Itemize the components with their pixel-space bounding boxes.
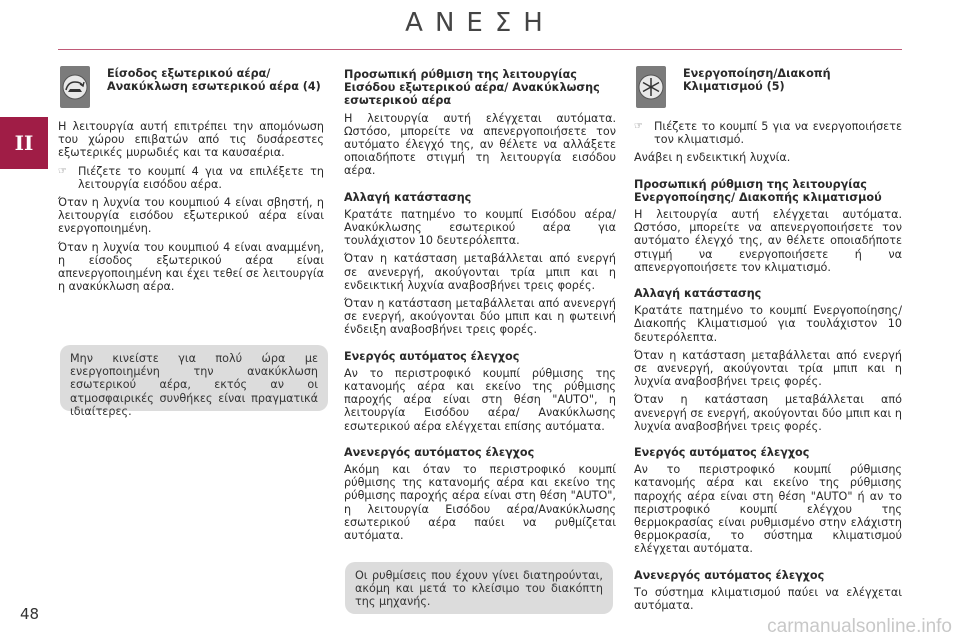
bullet-item [634, 120, 902, 146]
note-box-settings: Οι ρυθμίσεις που έχουν γίνει διατηρούνται, ακόμη και μετά το κλείσιμο του διακόπτη της μηχανής. [345, 562, 613, 614]
bullet-item [58, 165, 324, 191]
column-3 [634, 66, 902, 617]
chapter-tab: II [0, 117, 48, 169]
snowflake-icon [636, 66, 666, 108]
page-number: 48 [20, 605, 40, 623]
recirculation-icon [60, 66, 90, 108]
column-1 [58, 66, 324, 298]
bullet-text: Πιέζετε το κουμπί 4 για να επιλέξετε τη λειτουργία εισόδου αέρα. [78, 164, 324, 191]
recirculation-heading: Είσοδος εξωτερικού αέρα/ Ανακύκλωση εσωτερικού αέρα (4) [107, 67, 321, 94]
section-heading: Προσωπική ρύθμιση της λειτουργίας Εισόδου εξωτερικού αέρα/ Ανακύκλωσης εσωτερικού αέρα [344, 68, 600, 108]
hand-pointer-icon: ☞ [634, 121, 643, 132]
ac-heading: Ενεργοποίηση/Διακοπή Κλιματισμού (5) [683, 67, 831, 94]
section-heading: Ενεργός αυτόματος έλεγχος [634, 446, 810, 460]
paragraph: Η λειτουργία αυτή επιτρέπει την απομόνωση του χώρου επιβατών από τις δυσάρεστες εξωτερικές μυρωδιές και τα καυσαέρια. [58, 120, 324, 160]
paragraph: Η λειτουργία αυτή ελέγχεται αυτόματα. Ωστόσο, μπορείτε να απενεργοποιήσετε τον αυτόματο έλεγχό της, αν θέλετε να αλλάξετε οποιαδήποτε στιγμή τη λειτουργία εισόδου αέρα. [344, 111, 616, 178]
paragraph: Αν το περιστροφικό κουμπί ρύθμισης της κατανομής αέρα και εκείνο της ρύθμισης παροχής αέρα είναι στη θέση "AUTO", η λειτουργία Εισόδου αέρα/ Ανακύκλωσης εσωτερικού αέρα ελέγχεται επίσης αυτόματα. [344, 366, 616, 433]
watermark: carmanualsonline.info [767, 616, 952, 637]
paragraph: Κρατάτε πατημένο το κουμπί Ενεργοποίησης/Διακοπής Κλιματισμού για τουλάχιστον 10 δευτερόλεπτα. [634, 304, 902, 344]
paragraph: Ανάβει η ενδεικτική λυχνία. [634, 151, 791, 165]
paragraph: Όταν η λυχνία του κουμπιού 4 είναι αναμμένη, η είσοδος εξωτερικού αέρα είναι απενεργοποιημένη και έχει τεθεί σε λειτουργία η ανακύκλωση αέρα. [58, 240, 324, 294]
column-2 [344, 68, 616, 547]
paragraph: Ακόμη και όταν το περιστροφικό κουμπί ρύθμισης της κατανομής αέρα και εκείνο της ρύθμισης παροχής αέρα είναι στη θέση "AUTO", η λειτουργία Εισόδου αέρα/Ανακύκλωσης εσωτερικού αέρα παύει να ρυθμίζεται αυτόματα. [344, 463, 616, 543]
note-box-recirculation: Μην κινείστε για πολύ ώρα με ενεργοποιημένη την ανακύκλωση εσωτερικού αέρα, εκτός αν οι ατμοσφαιρικές συνθήκες είναι πραγματικά ιδιαίτερες. [60, 345, 328, 411]
paragraph: Κρατάτε πατημένο το κουμπί Εισόδου αέρα/Ανακύκλωσης εσωτερικού αέρα για τουλάχιστον 10 δευτερόλεπτα. [344, 207, 616, 248]
paragraph: Όταν η κατάσταση μεταβάλλεται από ενεργή σε ανενεργή, ακούγονται τρία μπιπ και η ενδεικτική λυχνία αναβοσβήνει τρεις φορές. [344, 252, 616, 292]
paragraph: Η λειτουργία αυτή ελέγχεται αυτόματα. Ωστόσο, μπορείτε να απενεργοποιήσετε τον αυτόματο έλεγχό της, αν θέλετε οποιαδήποτε στιγμή να ενεργοποιήσετε ή να απενεργοποιήσετε τον κλιματισμό. [634, 208, 902, 274]
title-divider [58, 49, 902, 50]
recirculation-header [60, 66, 324, 108]
page-title: ΑΝΕΣΗ [405, 8, 555, 38]
bullet-text: Πιέζετε το κουμπί 5 για να ενεργοποιήσετε τον κλιματισμό. [654, 120, 902, 147]
paragraph: Όταν η λυχνία του κουμπιού 4 είναι σβηστή, η λειτουργία εισόδου εξωτερικού αέρα είναι ενεργοποιημένη. [58, 196, 324, 236]
paragraph: Όταν η κατάσταση μεταβάλλεται από ενεργή σε ανενεργή, ακούγονται τρία μπιπ και η λυχνία αναβοσβήνει τρεις φορές. [634, 348, 902, 389]
hand-pointer-icon: ☞ [58, 165, 67, 177]
paragraph: Όταν η κατάσταση μεταβάλλεται από ανενεργή σε ενεργή, ακούγονται δύο μπιπ και η φωτεινή ένδειξη αναβοσβήνει τρεις φορές. [344, 297, 616, 337]
ac-header [636, 66, 902, 108]
section-heading: Αλλαγή κατάστασης [344, 190, 472, 204]
paragraph: Το σύστημα κλιματισμού παύει να ελέγχεται αυτόματα. [634, 585, 902, 613]
section-heading: Ενεργός αυτόματος έλεγχος [344, 349, 520, 363]
section-heading: Προσωπική ρύθμιση της λειτουργίας Ενεργοποίησης/ Διακοπής κλιματισμού [634, 177, 882, 204]
section-heading: Ανενεργός αυτόματος έλεγχος [634, 568, 825, 582]
paragraph: Όταν η κατάσταση μεταβάλλεται από ανενεργή σε ενεργή, ακούγονται δύο μπιπ και η λυχνία αναβοσβήνει τρεις φορές. [634, 393, 902, 433]
section-heading: Ανενεργός αυτόματος έλεγχος [344, 445, 535, 459]
section-heading: Αλλαγή κατάστασης [634, 287, 762, 301]
paragraph: Αν το περιστροφικό κουμπί ρύθμισης κατανομής αέρα και εκείνο της ρύθμισης παροχής αέρα είναι στη θέση "AUTO" ή αν το περιστροφικό κουμπί ελέγχου της θερμοκρασίας είναι ρυθμισμένο στην ελάχιστη θερμοκρασία, το σύστημα κλιματισμού ελέγχεται αυτόματα. [634, 463, 902, 556]
